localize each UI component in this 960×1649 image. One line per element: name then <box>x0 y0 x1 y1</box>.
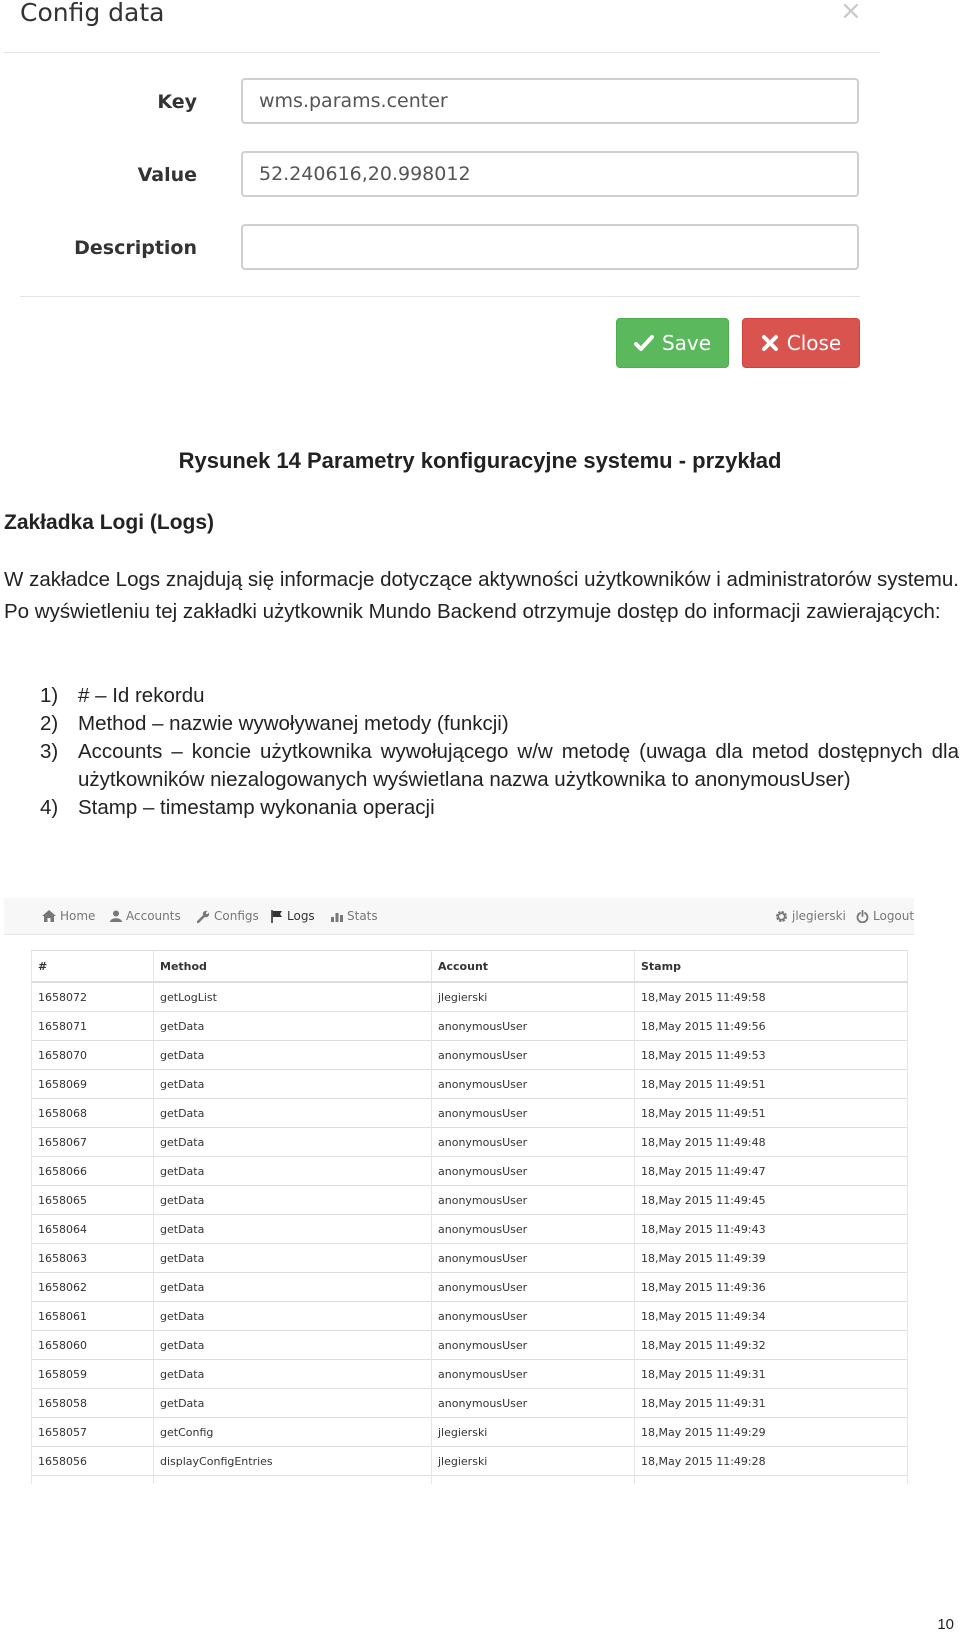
cell-stamp: 18,May 2015 11:49:29 <box>635 1418 908 1447</box>
save-button[interactable] <box>616 318 729 368</box>
modal-title: Config data <box>20 0 165 27</box>
column-header-account[interactable]: Account <box>432 951 635 983</box>
x-icon <box>761 334 779 352</box>
list-item-text: Method – nazwie wywoływanej metody (funkcji) <box>78 712 509 735</box>
nav-home-label: Home <box>60 909 96 923</box>
list-item-number: 4) <box>40 796 59 819</box>
cell-stamp: 18,May 2015 11:49:48 <box>635 1128 908 1157</box>
value-label: Value <box>137 164 197 186</box>
key-input[interactable]: wms.params.center <box>241 78 859 124</box>
column-header-stamp[interactable]: Stamp <box>635 951 908 983</box>
cell-stamp: 18,May 2015 11:49:47 <box>635 1157 908 1186</box>
flag-icon <box>271 910 283 923</box>
table-row[interactable] <box>32 1331 908 1360</box>
cell-id: 1658064 <box>32 1215 154 1244</box>
table-row[interactable] <box>32 1157 908 1186</box>
gear-icon <box>775 910 788 923</box>
cell-empty <box>154 1476 432 1485</box>
cell-id: 1658066 <box>32 1157 154 1186</box>
cell-account: anonymousUser <box>432 1012 635 1041</box>
cell-id: 1658060 <box>32 1331 154 1360</box>
nav-home[interactable] <box>42 898 95 934</box>
close-button[interactable] <box>742 318 860 368</box>
cell-stamp: 18,May 2015 11:49:28 <box>635 1447 908 1476</box>
value-input[interactable]: 52.240616,20.998012 <box>241 151 859 197</box>
cell-account: anonymousUser <box>432 1186 635 1215</box>
cell-id: 1658062 <box>32 1273 154 1302</box>
nav-user-label: jlegierski <box>792 909 846 923</box>
cell-id: 1658057 <box>32 1418 154 1447</box>
list-item <box>40 682 959 710</box>
cell-stamp: 18,May 2015 11:49:51 <box>635 1070 908 1099</box>
cell-account: anonymousUser <box>432 1331 635 1360</box>
table-row[interactable] <box>32 1099 908 1128</box>
table-header-row <box>32 951 908 983</box>
list-item <box>40 738 959 794</box>
section-title: Zakładka Logi (Logs) <box>4 511 215 534</box>
close-label: Close <box>786 331 842 355</box>
cell-stamp: 18,May 2015 11:49:36 <box>635 1273 908 1302</box>
table-row[interactable] <box>32 1186 908 1215</box>
cell-id: 1658058 <box>32 1389 154 1418</box>
table-row[interactable] <box>32 1012 908 1041</box>
cell-account: anonymousUser <box>432 1273 635 1302</box>
cell-method: getData <box>154 1157 432 1186</box>
cell-id: 1658069 <box>32 1070 154 1099</box>
list-item <box>40 794 959 822</box>
cell-stamp: 18,May 2015 11:49:45 <box>635 1186 908 1215</box>
modal-header-divider <box>4 52 880 53</box>
table-row[interactable] <box>32 1360 908 1389</box>
cell-stamp: 18,May 2015 11:49:39 <box>635 1244 908 1273</box>
cell-id: 1658067 <box>32 1128 154 1157</box>
table-row[interactable] <box>32 1128 908 1157</box>
cell-account: anonymousUser <box>432 1302 635 1331</box>
cell-stamp: 18,May 2015 11:49:58 <box>635 982 908 1012</box>
cell-stamp: 18,May 2015 11:49:31 <box>635 1360 908 1389</box>
nav-user[interactable] <box>775 898 846 934</box>
cell-method: getData <box>154 1012 432 1041</box>
cell-method: getData <box>154 1128 432 1157</box>
modal-close-icon[interactable]: × <box>840 0 862 26</box>
key-label: Key <box>157 91 197 113</box>
cell-account: anonymousUser <box>432 1070 635 1099</box>
column-header-method[interactable]: Method <box>154 951 432 983</box>
table-row[interactable] <box>32 1041 908 1070</box>
cell-empty <box>432 1476 635 1485</box>
cell-id: 1658059 <box>32 1360 154 1389</box>
table-row[interactable] <box>32 1070 908 1099</box>
cell-method: getData <box>154 1360 432 1389</box>
list-item-text: Accounts – koncie użytkownika wywołującego w/w metodę (uwaga dla metod dostępnych dla użytkowników niezalogowanych wyświetlana nazwa użytkownika to anonymousUser) <box>78 740 959 791</box>
cell-method: getData <box>154 1070 432 1099</box>
table-row[interactable] <box>32 982 908 1012</box>
table-row[interactable] <box>32 1302 908 1331</box>
table-row[interactable] <box>32 1215 908 1244</box>
wrench-icon <box>197 910 210 923</box>
description-label: Description <box>74 237 197 259</box>
list-item-number: 1) <box>40 684 59 707</box>
description-input[interactable] <box>241 224 859 270</box>
list-item-number: 2) <box>40 712 59 735</box>
modal-footer-divider <box>20 296 860 297</box>
nav-logout[interactable] <box>856 898 914 934</box>
nav-logout-label: Logout <box>873 909 915 923</box>
cell-account: jlegierski <box>432 1418 635 1447</box>
intro-paragraph: W zakładce Logs znajdują się informacje dotyczące aktywności użytkowników i administratorów systemu. Po wyświetleniu tej zakładki użytkownik Mundo Backend otrzymuje dostęp do informacji zawierających: <box>4 568 959 623</box>
table-row[interactable] <box>32 1389 908 1418</box>
table-row[interactable] <box>32 1244 908 1273</box>
cell-account: jlegierski <box>432 982 635 1012</box>
cell-id: 1658065 <box>32 1186 154 1215</box>
cell-id: 1658063 <box>32 1244 154 1273</box>
cell-id: 1658068 <box>32 1099 154 1128</box>
cell-stamp: 18,May 2015 11:49:32 <box>635 1331 908 1360</box>
cell-empty <box>635 1476 908 1485</box>
cell-method: displayConfigEntries <box>154 1447 432 1476</box>
cell-stamp: 18,May 2015 11:49:51 <box>635 1099 908 1128</box>
cell-stamp: 18,May 2015 11:49:56 <box>635 1012 908 1041</box>
cell-empty <box>32 1476 154 1485</box>
cell-method: getData <box>154 1186 432 1215</box>
save-label: Save <box>661 331 712 355</box>
table-row[interactable] <box>32 1447 908 1476</box>
cell-method: getData <box>154 1273 432 1302</box>
table-row-clipped <box>32 1476 908 1485</box>
bar-chart-icon <box>331 910 343 922</box>
cell-account: anonymousUser <box>432 1128 635 1157</box>
cell-account: anonymousUser <box>432 1244 635 1273</box>
logs-navbar <box>4 898 914 935</box>
nav-logs[interactable] <box>271 898 315 934</box>
home-icon <box>42 910 56 922</box>
cell-stamp: 18,May 2015 11:49:34 <box>635 1302 908 1331</box>
column-header-id[interactable]: # <box>32 951 154 983</box>
nav-configs-label: Configs <box>214 909 259 923</box>
cell-account: anonymousUser <box>432 1041 635 1070</box>
cell-id: 1658056 <box>32 1447 154 1476</box>
cell-account: anonymousUser <box>432 1099 635 1128</box>
nav-stats-label: Stats <box>347 909 378 923</box>
cell-method: getData <box>154 1302 432 1331</box>
cell-account: anonymousUser <box>432 1157 635 1186</box>
cell-stamp: 18,May 2015 11:49:43 <box>635 1215 908 1244</box>
field-list <box>40 682 959 822</box>
list-item <box>40 710 959 738</box>
table-row[interactable] <box>32 1273 908 1302</box>
cell-stamp: 18,May 2015 11:49:31 <box>635 1389 908 1418</box>
table-row[interactable] <box>32 1418 908 1447</box>
cell-method: getData <box>154 1244 432 1273</box>
cell-method: getData <box>154 1215 432 1244</box>
nav-logs-label: Logs <box>287 909 315 923</box>
cell-id: 1658071 <box>32 1012 154 1041</box>
cell-method: getLogList <box>154 982 432 1012</box>
cell-account: anonymousUser <box>432 1360 635 1389</box>
cell-stamp: 18,May 2015 11:49:53 <box>635 1041 908 1070</box>
user-icon <box>110 910 122 922</box>
cell-id: 1658070 <box>32 1041 154 1070</box>
figure-caption: Rysunek 14 Parametry konfiguracyjne systemu - przykład <box>178 448 782 473</box>
nav-accounts-label: Accounts <box>126 909 181 923</box>
cell-account: anonymousUser <box>432 1215 635 1244</box>
nav-stats[interactable] <box>331 898 378 934</box>
cell-account: jlegierski <box>432 1447 635 1476</box>
nav-configs[interactable] <box>197 898 259 934</box>
list-item-number: 3) <box>40 740 59 763</box>
logs-table <box>31 950 908 1484</box>
cell-method: getData <box>154 1099 432 1128</box>
list-item-text: # – Id rekordu <box>78 684 205 707</box>
check-icon <box>634 334 654 352</box>
cell-account: anonymousUser <box>432 1389 635 1418</box>
cell-method: getData <box>154 1389 432 1418</box>
cell-method: getData <box>154 1041 432 1070</box>
list-item-text: Stamp – timestamp wykonania operacji <box>78 796 435 819</box>
cell-id: 1658061 <box>32 1302 154 1331</box>
cell-id: 1658072 <box>32 982 154 1012</box>
cell-method: getConfig <box>154 1418 432 1447</box>
power-icon <box>856 910 869 923</box>
nav-accounts[interactable] <box>110 898 181 934</box>
page-number: 10 <box>937 1616 954 1633</box>
cell-method: getData <box>154 1331 432 1360</box>
